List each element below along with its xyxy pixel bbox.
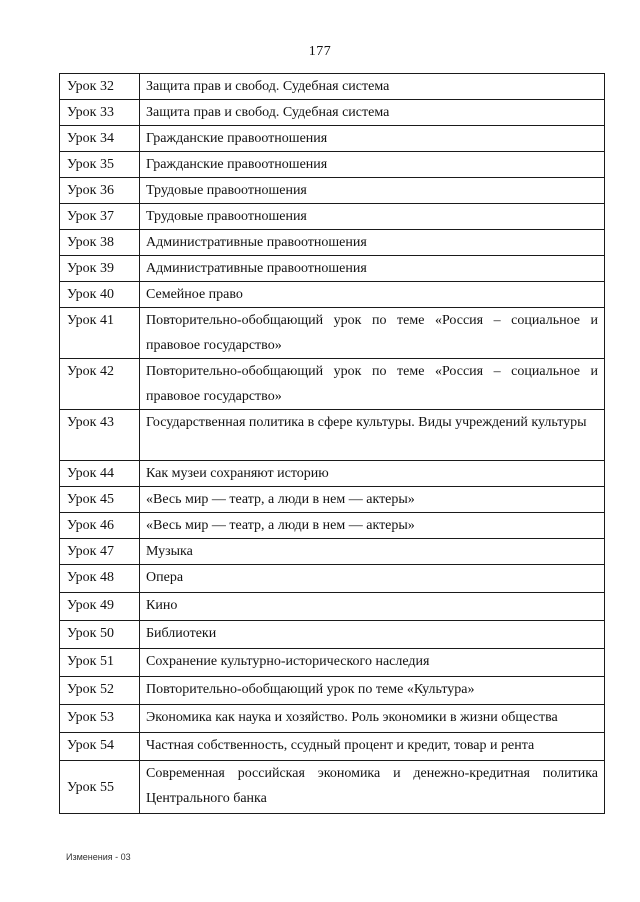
lesson-topic: Административные правоотношения bbox=[140, 230, 605, 256]
lesson-topic: Гражданские правоотношения bbox=[140, 152, 605, 178]
table-row bbox=[60, 126, 605, 152]
table-row bbox=[60, 593, 605, 621]
lesson-topic: Трудовые правоотношения bbox=[140, 178, 605, 204]
table-row bbox=[60, 204, 605, 230]
table-row bbox=[60, 410, 605, 461]
lesson-number: Урок 45 bbox=[60, 487, 140, 513]
lesson-topic: Частная собственность, ссудный процент и кредит, товар и рента bbox=[140, 733, 605, 761]
lesson-number: Урок 50 bbox=[60, 621, 140, 649]
lesson-number: Урок 37 bbox=[60, 204, 140, 230]
table-row bbox=[60, 677, 605, 705]
lesson-number: Урок 36 bbox=[60, 178, 140, 204]
lesson-number: Урок 38 bbox=[60, 230, 140, 256]
lesson-topic: Сохранение культурно-исторического наследия bbox=[140, 649, 605, 677]
lesson-number: Урок 33 bbox=[60, 100, 140, 126]
lesson-topic: «Весь мир — театр, а люди в нем — актеры» bbox=[140, 487, 605, 513]
lesson-topic: Музыка bbox=[140, 539, 605, 565]
lesson-topic: Гражданские правоотношения bbox=[140, 126, 605, 152]
table-row bbox=[60, 761, 605, 814]
lesson-number: Урок 54 bbox=[60, 733, 140, 761]
table-row bbox=[60, 565, 605, 593]
table-row bbox=[60, 100, 605, 126]
table-row bbox=[60, 178, 605, 204]
lesson-topic: Повторительно-обобщающий урок по теме «Культура» bbox=[140, 677, 605, 705]
lesson-topic: Административные правоотношения bbox=[140, 256, 605, 282]
lesson-topic: Повторительно-обобщающий урок по теме «Россия – социальное и правовое государство» bbox=[140, 308, 605, 359]
lesson-topic: Экономика как наука и хозяйство. Роль экономики в жизни общества bbox=[140, 705, 605, 733]
table-row bbox=[60, 230, 605, 256]
table-row bbox=[60, 308, 605, 359]
table-row bbox=[60, 539, 605, 565]
revision-note: Изменения - 03 bbox=[66, 852, 131, 862]
lesson-topic: Как музеи сохраняют историю bbox=[140, 461, 605, 487]
lesson-number: Урок 40 bbox=[60, 282, 140, 308]
lesson-number: Урок 46 bbox=[60, 513, 140, 539]
lesson-topic: Защита прав и свобод. Судебная система bbox=[140, 100, 605, 126]
lesson-number: Урок 44 bbox=[60, 461, 140, 487]
lesson-topic: Трудовые правоотношения bbox=[140, 204, 605, 230]
lessons-table bbox=[59, 73, 605, 814]
lesson-number: Урок 39 bbox=[60, 256, 140, 282]
lesson-topic: Кино bbox=[140, 593, 605, 621]
lesson-number: Урок 51 bbox=[60, 649, 140, 677]
lesson-number: Урок 34 bbox=[60, 126, 140, 152]
table-row bbox=[60, 649, 605, 677]
lesson-number: Урок 55 bbox=[60, 761, 140, 814]
table-row bbox=[60, 733, 605, 761]
lesson-topic: Опера bbox=[140, 565, 605, 593]
lesson-number: Урок 53 bbox=[60, 705, 140, 733]
table-row bbox=[60, 256, 605, 282]
lesson-number: Урок 43 bbox=[60, 410, 140, 461]
lesson-number: Урок 49 bbox=[60, 593, 140, 621]
lesson-topic: «Весь мир — театр, а люди в нем — актеры» bbox=[140, 513, 605, 539]
table-row bbox=[60, 513, 605, 539]
table-row bbox=[60, 359, 605, 410]
lesson-number: Урок 42 bbox=[60, 359, 140, 410]
lesson-number: Урок 32 bbox=[60, 74, 140, 100]
lesson-topic: Государственная политика в сфере культуры. Виды учреждений культуры bbox=[140, 410, 605, 461]
lesson-topic: Современная российская экономика и денежно-кредитная политика Центрального банка bbox=[140, 761, 605, 814]
lesson-number: Урок 47 bbox=[60, 539, 140, 565]
table-row bbox=[60, 282, 605, 308]
page-number: 177 bbox=[308, 44, 332, 59]
table-row bbox=[60, 152, 605, 178]
lesson-topic: Защита прав и свобод. Судебная система bbox=[140, 74, 605, 100]
lesson-number: Урок 35 bbox=[60, 152, 140, 178]
table-row bbox=[60, 621, 605, 649]
table-row bbox=[60, 74, 605, 100]
lesson-number: Урок 52 bbox=[60, 677, 140, 705]
lesson-number: Урок 48 bbox=[60, 565, 140, 593]
lesson-topic: Семейное право bbox=[140, 282, 605, 308]
lesson-number: Урок 41 bbox=[60, 308, 140, 359]
lesson-topic: Библиотеки bbox=[140, 621, 605, 649]
lesson-topic: Повторительно-обобщающий урок по теме «Россия – социальное и правовое государство» bbox=[140, 359, 605, 410]
table-row bbox=[60, 705, 605, 733]
table-row bbox=[60, 487, 605, 513]
table-row bbox=[60, 461, 605, 487]
